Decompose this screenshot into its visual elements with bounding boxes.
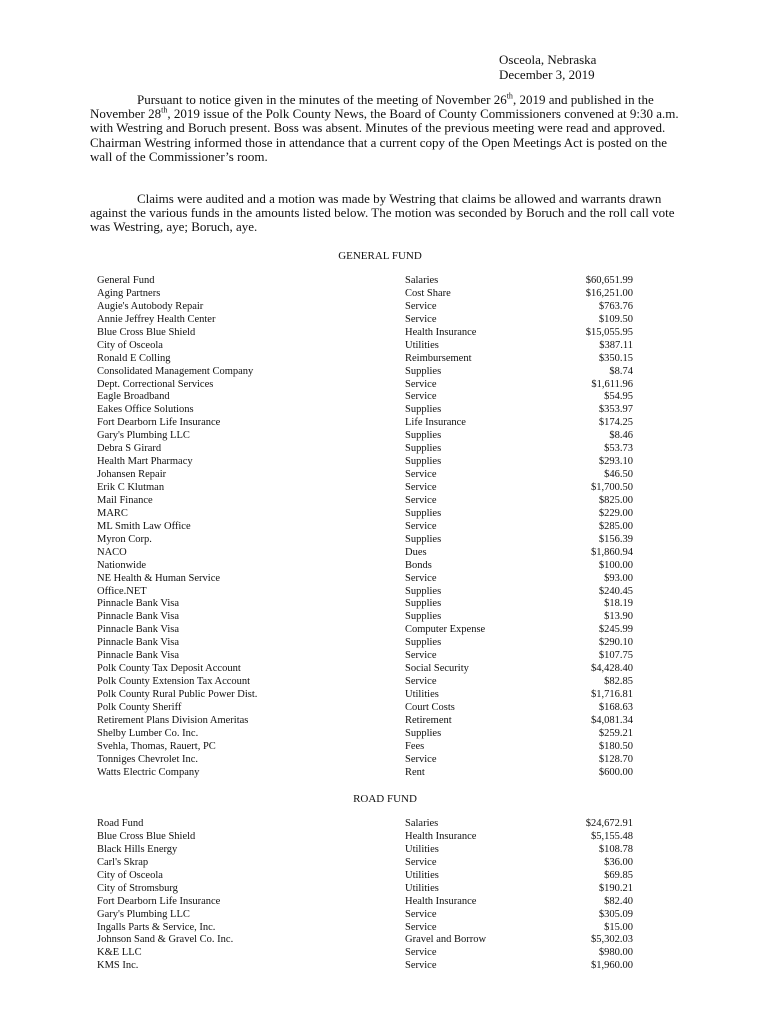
expense-type: Supplies [405, 727, 442, 739]
general-fund-table [97, 275, 633, 780]
claim-row [97, 469, 633, 482]
claim-amount: $1,700.50 [591, 482, 633, 493]
payee-name: Health Mart Pharmacy [97, 456, 193, 468]
payee-name: Pinnacle Bank Visa [97, 611, 179, 623]
claim-amount: $82.40 [604, 895, 633, 907]
claim-amount: $36.00 [604, 856, 633, 868]
claim-amount: $240.45 [598, 585, 633, 597]
claim-amount: $350.15 [598, 352, 633, 364]
expense-type: Bonds [405, 559, 432, 571]
payee-name: K&E LLC [97, 947, 142, 959]
claim-row [97, 547, 633, 560]
expense-type: Service [405, 300, 437, 312]
expense-type: Dues [405, 546, 427, 558]
payee-name: Polk County Sheriff [97, 701, 182, 713]
payee-name: Aging Partners [97, 287, 161, 299]
claim-row [97, 857, 633, 870]
claim-amount: $5,302.03 [591, 934, 633, 946]
claim-amount: $108.78 [598, 843, 633, 855]
expense-type: Supplies [405, 456, 442, 468]
claim-row [97, 741, 633, 754]
payee-name: Ingalls Parts & Service, Inc. [97, 921, 216, 933]
expense-type: Utilities [405, 689, 439, 700]
claim-amount: $8.74 [609, 365, 633, 377]
claim-amount: $1,860.94 [591, 546, 633, 558]
claim-row [97, 663, 633, 676]
payee-name: Polk County Rural Public Power Dist. [97, 689, 258, 700]
claim-amount: $980.00 [598, 947, 633, 959]
expense-type: Rent [405, 766, 425, 778]
opening-paragraph [90, 93, 690, 164]
claim-amount: $46.50 [604, 469, 633, 481]
payee-name: Black Hills Energy [97, 843, 178, 855]
claim-row [97, 353, 633, 366]
expense-type: Computer Expense [405, 624, 486, 636]
payee-name: Pinnacle Bank Visa [97, 650, 179, 662]
claims-paragraph [90, 192, 690, 235]
claim-row [97, 379, 633, 392]
expense-type: Service [405, 921, 437, 933]
claim-amount: $259.21 [598, 727, 633, 739]
claim-amount: $69.85 [604, 869, 633, 881]
expense-type: Supplies [405, 637, 442, 649]
payee-name: Polk County Tax Deposit Account [97, 663, 241, 675]
p1-text-c: , 2019 issue of the Polk County News, the Board of County Commissioners convened at 9:30 a.m. with Westring and Boruch present. Boss was absent. Minutes of the previous meeting were read and approved. Chairman Westring informed those in attendance that a current copy of the Open Meetings Act is posted on the wall of the Commissioner’s room. [90, 106, 679, 164]
claim-row [97, 521, 633, 534]
claim-amount: $353.97 [598, 404, 633, 416]
payee-name: Gary's Plumbing LLC [97, 430, 190, 442]
claim-amount: $8.46 [609, 430, 633, 442]
expense-type: Service [405, 391, 437, 403]
expense-type: Service [405, 676, 437, 688]
payee-name: Erik C Klutman [97, 482, 165, 493]
claim-amount: $109.50 [598, 313, 633, 325]
expense-type: Service [405, 469, 437, 481]
payee-name: NE Health & Human Service [97, 572, 221, 584]
expense-type: Life Insurance [405, 417, 466, 429]
p1-text-a: Pursuant to notice given in the minutes of the meeting of November 26 [137, 92, 507, 107]
expense-type: Health Insurance [405, 326, 477, 338]
expense-type: Service [405, 947, 437, 959]
expense-type: Supplies [405, 365, 442, 377]
expense-type: Service [405, 960, 437, 972]
claim-amount: $285.00 [598, 520, 633, 532]
payee-name: Eakes Office Solutions [97, 404, 194, 416]
claim-row [97, 404, 633, 417]
claim-amount: $15.00 [604, 921, 633, 933]
expense-type: Court Costs [405, 701, 455, 713]
date-line: December 3, 2019 [499, 67, 595, 82]
expense-type: Supplies [405, 443, 442, 455]
payee-name: Gary's Plumbing LLC [97, 908, 190, 920]
claim-amount: $190.21 [598, 882, 633, 894]
payee-name: Pinnacle Bank Visa [97, 598, 179, 610]
expense-type: Supplies [405, 507, 442, 519]
claim-amount: $174.25 [598, 417, 633, 429]
claim-row [97, 715, 633, 728]
claim-amount: $18.19 [604, 598, 633, 610]
claim-amount: $24,672.91 [585, 818, 633, 829]
claim-row [97, 728, 633, 741]
claim-row [97, 947, 633, 960]
payee-name: Blue Cross Blue Shield [97, 326, 196, 338]
claim-row [97, 417, 633, 430]
claim-row [97, 909, 633, 922]
payee-name: Svehla, Thomas, Rauert, PC [97, 740, 216, 752]
claim-row [97, 922, 633, 935]
claim-amount: $180.50 [598, 740, 633, 752]
claim-amount: $229.00 [598, 507, 633, 519]
claim-row [97, 883, 633, 896]
expense-type: Supplies [405, 404, 442, 416]
claim-row [97, 430, 633, 443]
payee-name: MARC [97, 507, 128, 519]
payee-name: Pinnacle Bank Visa [97, 637, 179, 649]
p1-sup-1: th [506, 91, 513, 101]
claim-amount: $16,251.00 [585, 287, 633, 299]
claim-row [97, 301, 633, 314]
expense-type: Utilities [405, 843, 439, 855]
claim-row [97, 495, 633, 508]
location-line: Osceola, Nebraska [499, 52, 597, 67]
payee-name: Johnson Sand & Gravel Co. Inc. [97, 934, 234, 946]
claim-row [97, 482, 633, 495]
claim-row [97, 275, 633, 288]
expense-type: Service [405, 650, 437, 662]
expense-type: Supplies [405, 430, 442, 442]
payee-name: KMS Inc. [97, 960, 139, 972]
expense-type: Utilities [405, 339, 439, 351]
p2-text: Claims were audited and a motion was made by Westring that claims be allowed and warrants drawn against the various funds in the amounts listed below. The motion was seconded by Boruch and the roll call vote was Westring, aye; Boruch, aye. [90, 191, 675, 235]
claim-amount: $293.10 [598, 456, 633, 468]
expense-type: Gravel and Borrow [405, 934, 487, 946]
claim-amount: $387.11 [599, 339, 633, 351]
claim-row [97, 534, 633, 547]
claim-row [97, 314, 633, 327]
claim-amount: $4,428.40 [591, 663, 633, 675]
claim-amount: $53.73 [604, 443, 633, 455]
document-header [499, 52, 596, 82]
expense-type: Service [405, 494, 437, 506]
claim-amount: $107.75 [598, 650, 633, 662]
expense-type: Health Insurance [405, 895, 477, 907]
claim-row [97, 598, 633, 611]
claim-amount: $763.76 [598, 300, 633, 312]
p1-sup-2: th [161, 105, 168, 115]
claim-amount: $156.39 [598, 533, 633, 545]
claim-row [97, 327, 633, 340]
claim-row [97, 611, 633, 624]
expense-type: Supplies [405, 585, 442, 597]
claim-amount: $82.85 [604, 676, 633, 688]
expense-type: Service [405, 313, 437, 325]
expense-type: Reimbursement [405, 352, 472, 364]
claim-row [97, 366, 633, 379]
expense-type: Utilities [405, 869, 439, 881]
claim-row [97, 934, 633, 947]
claim-amount: $825.00 [598, 494, 633, 506]
claim-row [97, 340, 633, 353]
claim-row [97, 689, 633, 702]
payee-name: Polk County Extension Tax Account [97, 676, 251, 688]
claim-row [97, 767, 633, 780]
expense-type: Social Security [405, 663, 469, 675]
payee-name: Debra S Girard [97, 443, 162, 455]
claim-row [97, 586, 633, 599]
claim-row [97, 637, 633, 650]
claim-row [97, 870, 633, 883]
claim-amount: $4,081.34 [591, 714, 633, 726]
payee-name: Eagle Broadband [97, 391, 170, 403]
payee-name: Shelby Lumber Co. Inc. [97, 727, 199, 739]
payee-name: NACO [97, 546, 127, 558]
claim-row [97, 391, 633, 404]
expense-type: Supplies [405, 611, 442, 623]
claim-amount: $305.09 [598, 908, 633, 920]
claim-amount: $100.00 [598, 559, 633, 571]
claim-amount: $1,716.81 [591, 689, 633, 700]
claim-amount: $128.70 [598, 753, 633, 765]
payee-name: Myron Corp. [97, 533, 152, 545]
claim-row [97, 560, 633, 573]
expense-type: Service [405, 520, 437, 532]
payee-name: Ronald E Colling [97, 352, 171, 364]
payee-name: Annie Jeffrey Health Center [97, 313, 216, 325]
expense-type: Supplies [405, 533, 442, 545]
payee-name: Retirement Plans Division Ameritas [97, 714, 249, 726]
claim-amount: $245.99 [598, 624, 633, 636]
expense-type: Service [405, 378, 437, 390]
expense-type: Fees [405, 740, 425, 752]
claim-row [97, 676, 633, 689]
expense-type: Cost Share [405, 287, 451, 299]
claim-row [97, 754, 633, 767]
payee-name: Carl's Skrap [97, 856, 149, 868]
claim-amount: $5,155.48 [591, 830, 633, 842]
road-fund-title: ROAD FUND [353, 793, 417, 805]
claim-amount: $15,055.95 [585, 326, 633, 338]
expense-type: Service [405, 572, 437, 584]
payee-name: Johansen Repair [97, 469, 167, 481]
payee-name: Blue Cross Blue Shield [97, 830, 196, 842]
payee-name: Pinnacle Bank Visa [97, 624, 179, 636]
expense-type: Salaries [405, 275, 439, 286]
claim-row [97, 573, 633, 586]
expense-type: Service [405, 753, 437, 765]
claim-amount: $93.00 [604, 572, 633, 584]
payee-name: Watts Electric Company [97, 766, 200, 778]
payee-name: City of Stromsburg [97, 882, 178, 894]
claim-row [97, 896, 633, 909]
claim-amount: $290.10 [598, 637, 633, 649]
payee-name: Augie's Autobody Repair [97, 300, 204, 312]
payee-name: Road Fund [97, 818, 144, 829]
payee-name: Fort Dearborn Life Insurance [97, 417, 221, 429]
claim-row [97, 443, 633, 456]
expense-type: Service [405, 482, 437, 493]
claim-amount: $60,651.99 [585, 275, 633, 286]
claim-row [97, 960, 633, 973]
claim-row [97, 831, 633, 844]
expense-type: Utilities [405, 882, 439, 894]
payee-name: City of Osceola [97, 339, 163, 351]
expense-type: Salaries [405, 818, 439, 829]
payee-name: Consolidated Management Company [97, 365, 254, 377]
claim-row [97, 288, 633, 301]
claim-amount: $600.00 [598, 766, 633, 778]
payee-name: Fort Dearborn Life Insurance [97, 895, 221, 907]
claim-row [97, 702, 633, 715]
claim-amount: $1,611.96 [591, 378, 633, 390]
claim-row [97, 650, 633, 663]
payee-name: ML Smith Law Office [97, 520, 191, 532]
claim-row [97, 818, 633, 831]
p1-text-b: , 2019 and published in the November 28 [90, 92, 654, 122]
payee-name: City of Osceola [97, 869, 163, 881]
claim-amount: $1,960.00 [591, 960, 633, 972]
payee-name: Tonniges Chevrolet Inc. [97, 753, 199, 765]
claim-amount: $13.90 [604, 611, 633, 623]
claim-row [97, 844, 633, 857]
expense-type: Service [405, 856, 437, 868]
payee-name: Dept. Correctional Services [97, 378, 214, 390]
payee-name: Nationwide [97, 559, 146, 571]
claim-row [97, 456, 633, 469]
claim-row [97, 624, 633, 637]
payee-name: Office.NET [97, 585, 147, 597]
expense-type: Health Insurance [405, 830, 477, 842]
expense-type: Service [405, 908, 437, 920]
claim-amount: $54.95 [604, 391, 633, 403]
payee-name: Mail Finance [97, 494, 153, 506]
general-fund-title: GENERAL FUND [338, 250, 422, 262]
payee-name: General Fund [97, 275, 155, 286]
expense-type: Supplies [405, 598, 442, 610]
expense-type: Retirement [405, 714, 452, 726]
claim-row [97, 508, 633, 521]
claim-amount: $168.63 [598, 701, 633, 713]
road-fund-table [97, 818, 633, 973]
